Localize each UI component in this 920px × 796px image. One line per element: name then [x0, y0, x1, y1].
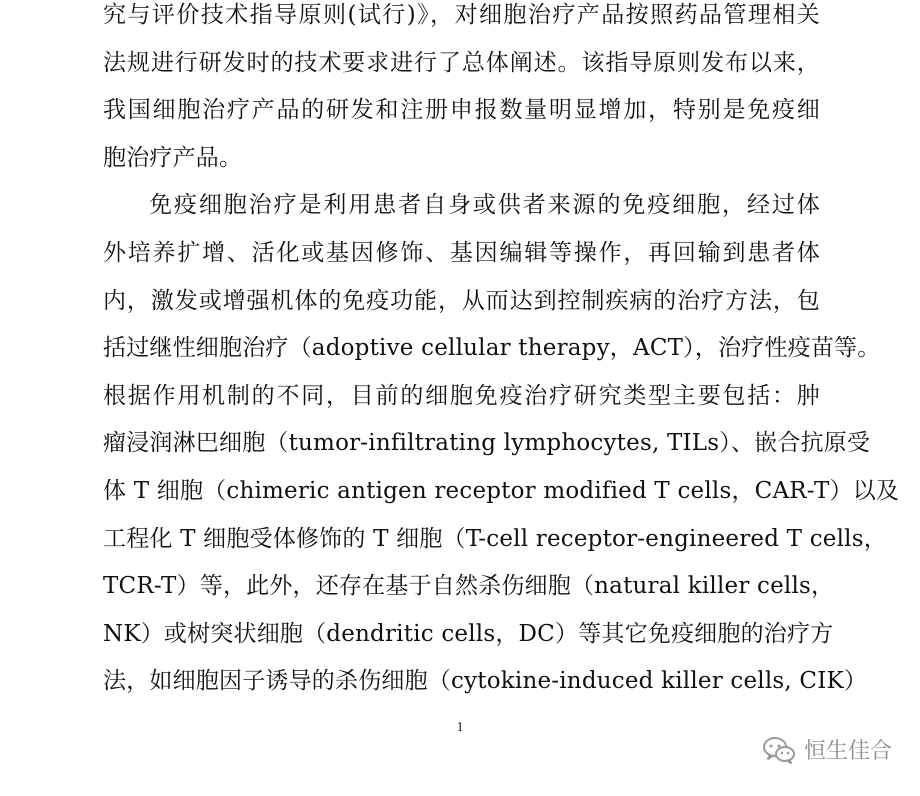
text-line-11: 体 T 细胞（chimeric antigen receptor modified T cells，CAR-T）以及 — [103, 477, 900, 504]
page-number: 1 — [456, 720, 464, 735]
text-line-6: 外培养扩增、活化或基因修饰、基因编辑等操作，再回输到患者体 — [103, 239, 820, 266]
text-line-13: TCR-T）等，此外，还存在基于自然杀伤细胞（natural killer cells， — [103, 573, 835, 600]
text-line-7: 内，激发或增强机体的免疫功能，从而达到控制疾病的治疗方法，包 — [103, 287, 820, 314]
text-line-9: 根据作用机制的不同，目前的细胞免疫治疗研究类型主要包括：肿 — [103, 382, 820, 409]
text-line-12: 工程化 T 细胞受体修饰的 T 细胞（T-cell receptor-engineered T cells， — [103, 525, 887, 552]
wechat-icon — [762, 735, 796, 765]
text-line-14: NK）或树突状细胞（dendritic cells，DC）等其它免疫细胞的治疗方 — [103, 620, 834, 647]
text-line-5: 免疫细胞治疗是利用患者自身或供者来源的免疫细胞，经过体 — [149, 192, 820, 219]
text-line-10: 瘤浸润淋巴细胞（tumor-infiltrating lymphocytes, TILs）、嵌合抗原受 — [103, 430, 871, 457]
watermark-text: 恒生佳合 — [803, 739, 892, 764]
text-line-3: 我国细胞治疗产品的研发和注册申报数量明显增加，特别是免疫细 — [103, 97, 820, 124]
text-line-8: 括过继性细胞治疗（adoptive cellular therapy，ACT），治疗性疫苗等。 — [103, 335, 881, 362]
watermark — [762, 734, 892, 765]
text-line-4: 胞治疗产品。 — [103, 144, 243, 171]
document-body — [103, 0, 900, 706]
text-line-15: 法，如细胞因子诱导的杀伤细胞（cytokine-induced killer cells, CIK） — [103, 668, 868, 695]
text-line-2: 法规进行研发时的技术要求进行了总体阐述。该指导原则发布以来， — [103, 49, 820, 76]
text-line-1: 究与评价技术指导原则(试行)》，对细胞治疗产品按照药品管理相关 — [103, 2, 820, 28]
